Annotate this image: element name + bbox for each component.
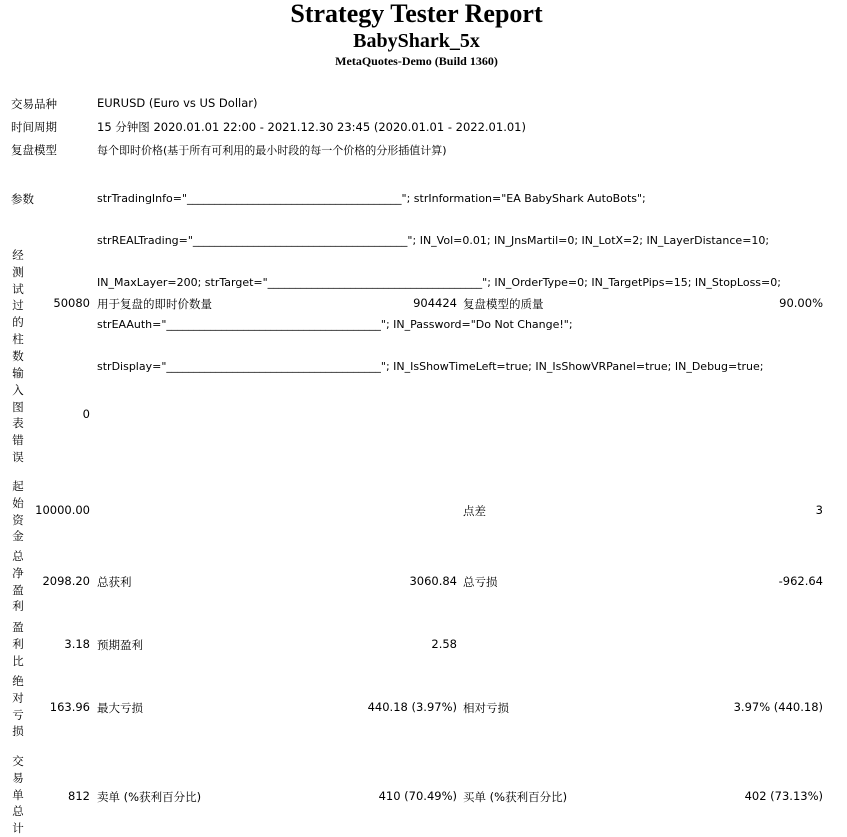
profit-factor-value: 3.18 [64, 637, 90, 651]
quality-value: 90.00% [779, 296, 823, 310]
max-drawdown-label: 最大亏损 [97, 701, 143, 715]
model-value: 每个即时价格(基于所有可利用的最小时段的每一个价格的分形插值计算) [97, 144, 447, 157]
params-list [97, 164, 781, 388]
payoff-label: 预期盈利 [97, 638, 143, 652]
params-label: 参数 [11, 192, 34, 206]
ticks-value: 904424 [413, 296, 457, 310]
bars-label: 经 测 试 过 的 柱 数 [12, 248, 24, 363]
net-profit-label: 总 净 盈 利 [12, 549, 24, 614]
total-trades-label: 交 易 单 总 计 [12, 754, 24, 836]
period-label: 时间周期 [11, 120, 57, 134]
gross-loss-value: -962.64 [778, 574, 823, 588]
long-positions-label: 买单 (%获利百分比) [463, 790, 568, 804]
gross-profit-label: 总获利 [97, 575, 132, 589]
param-line: IN_MaxLayer=200; strTarget="_______________________________________"; IN_OrderType=0; IN_TargetPips=15; IN_StopLoss=0; [97, 276, 781, 289]
absolute-drawdown-value: 163.96 [49, 700, 90, 714]
gross-profit-value: 3060.84 [409, 574, 457, 588]
total-trades-value: 812 [68, 789, 90, 803]
report-title: Strategy Tester Report [290, 0, 543, 28]
spread-label: 点差 [463, 504, 486, 518]
param-line: strEAAuth="_______________________________________"; IN_Password="Do Not Change!"; [97, 318, 573, 331]
deposit-value: 10000.00 [35, 503, 90, 517]
bars-value: 50080 [53, 296, 90, 310]
symbol-value: EURUSD (Euro vs US Dollar) [97, 96, 258, 110]
server-build: MetaQuotes-Demo (Build 1360) [335, 54, 498, 68]
relative-drawdown-label: 相对亏损 [463, 701, 509, 715]
payoff-value: 2.58 [431, 637, 457, 651]
spread-value: 3 [815, 503, 823, 517]
short-positions-value: 410 (70.49%) [378, 789, 457, 803]
errors-label: 输 入 图 表 错 误 [12, 366, 24, 464]
absolute-drawdown-label: 绝 对 亏 损 [12, 674, 24, 739]
ticks-label: 用于复盘的即时价数量 [97, 297, 212, 311]
model-label: 复盘模型 [11, 143, 57, 157]
param-line: strREALTrading="_______________________________________"; IN_Vol=0.01; IN_JnsMartil=0; IN_LotX=2; IN_LayerDistance=10; [97, 234, 770, 247]
period-value: 15 分钟图 2020.01.01 22:00 - 2021.12.30 23:45 (2020.01.01 - 2022.01.01) [97, 120, 526, 134]
net-profit-value: 2098.20 [42, 574, 90, 588]
short-positions-label: 卖单 (%获利百分比) [97, 790, 202, 804]
param-line: strTradingInfo="_______________________________________"; strInformation="EA BabyShark AutoBots"; [97, 192, 646, 205]
symbol-label: 交易品种 [11, 97, 57, 111]
param-line: strDisplay="_______________________________________"; IN_IsShowTimeLeft=true; IN_IsShowVRPanel=true; IN_Debug=true; [97, 360, 764, 373]
profit-factor-label: 盈 利 比 [12, 620, 24, 668]
quality-label: 复盘模型的质量 [463, 297, 544, 311]
deposit-label: 起 始 资 金 [12, 479, 24, 544]
long-positions-value: 402 (73.13%) [744, 789, 823, 803]
expert-name: BabyShark_5x [353, 30, 480, 52]
gross-loss-label: 总亏损 [463, 575, 498, 589]
max-drawdown-value: 440.18 (3.97%) [367, 700, 457, 714]
errors-value: 0 [82, 407, 90, 421]
relative-drawdown-value: 3.97% (440.18) [733, 700, 823, 714]
